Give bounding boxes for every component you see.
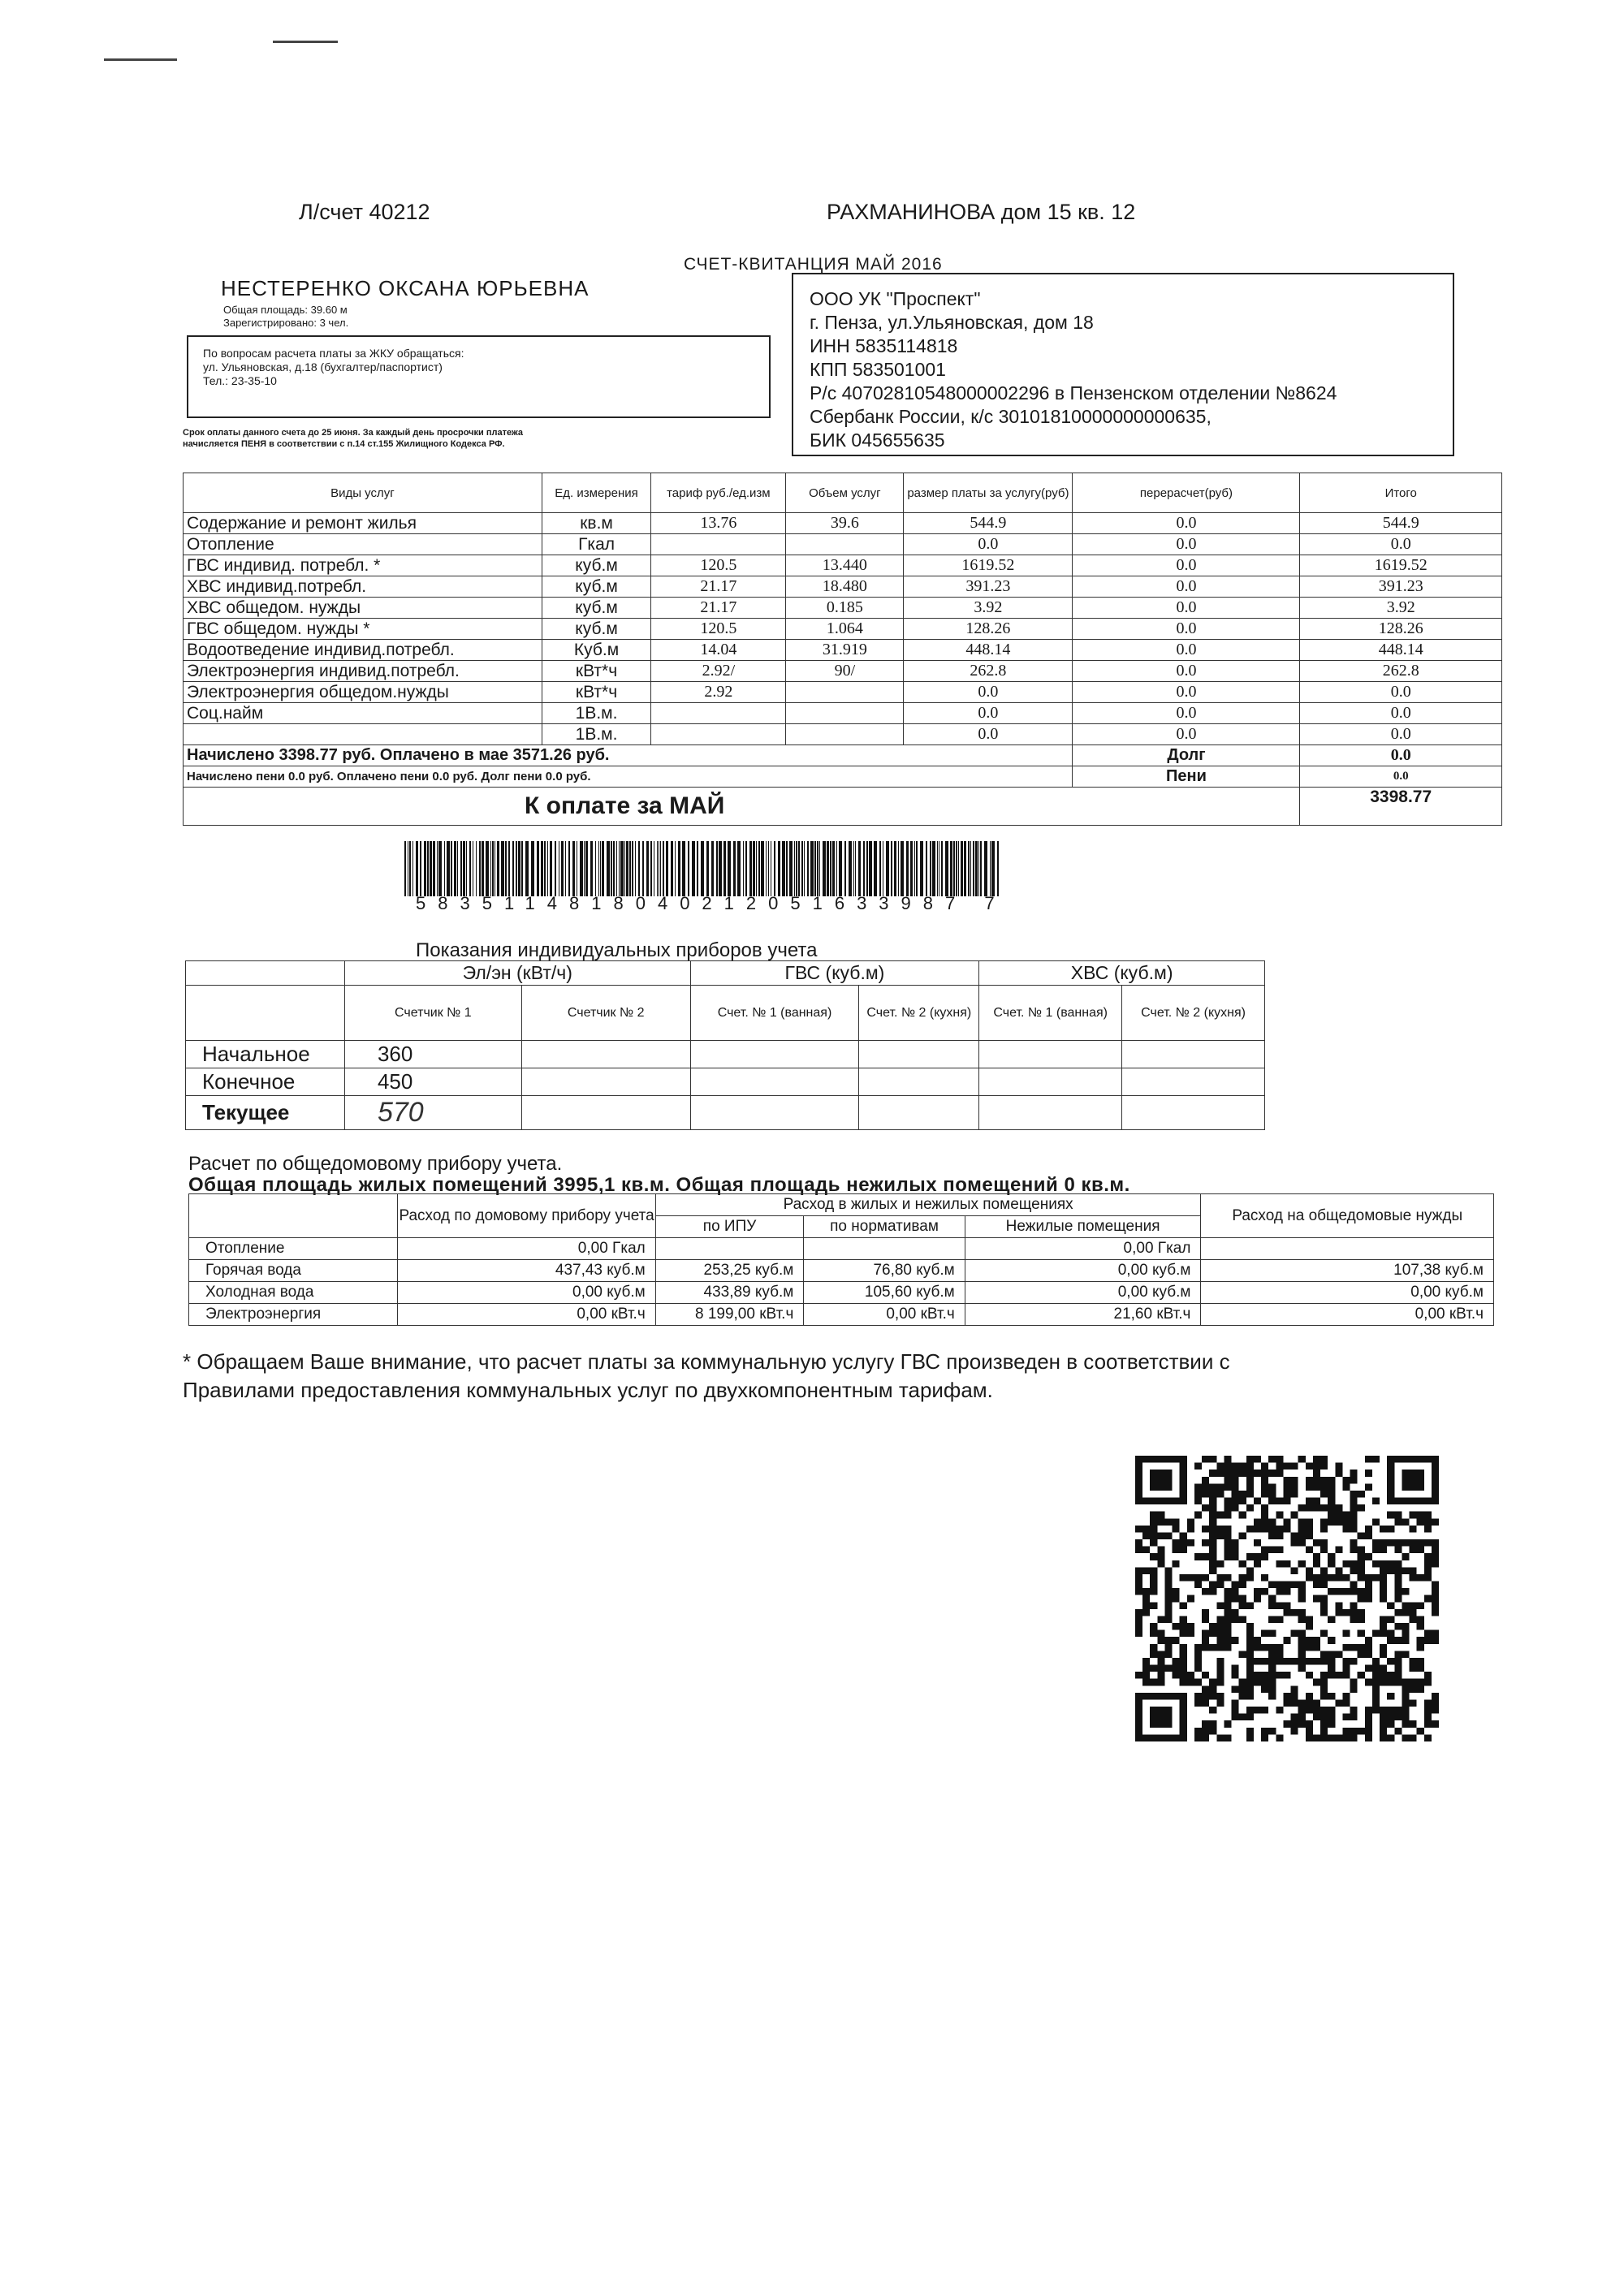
house-resource: Отопление: [189, 1238, 398, 1260]
col-el-meter-1: Счетчик № 1: [344, 986, 521, 1041]
header-tariff: тариф руб./ед.изм: [651, 473, 786, 513]
col-hot-meter-2: Счет. № 2 (кухня): [859, 986, 979, 1041]
service-amount: 544.9: [904, 513, 1073, 534]
service-name: ХВС общедом. нужды: [184, 598, 542, 619]
owner-registered: Зарегистрировано: 3 чел.: [223, 317, 349, 329]
deadline-line-2: начисляется ПЕНЯ в соответствии с п.14 ст.155 Жилищного Кодекса РФ.: [183, 439, 505, 449]
header-amount: размер платы за услугу(руб): [904, 473, 1073, 513]
service-unit: куб.м: [542, 555, 651, 576]
service-total: 0.0: [1300, 682, 1502, 703]
service-volume: 90/: [786, 661, 904, 682]
group-electricity: Эл/эн (кВт/ч): [344, 961, 690, 986]
to-pay-label: К оплате за МАЙ: [184, 788, 1300, 826]
house-norm-value: 76,80 куб.м: [804, 1260, 965, 1282]
service-unit: кв.м: [542, 513, 651, 534]
service-amount: 262.8: [904, 661, 1073, 682]
service-name: ГВС общедом. нужды *: [184, 619, 542, 640]
service-recalc: 0.0: [1073, 682, 1300, 703]
company-details: [792, 273, 1454, 456]
reading-row-initial: [186, 1041, 1265, 1068]
contact-line-3: Тел.: 23-35-10: [203, 374, 277, 387]
service-recalc: 0.0: [1073, 534, 1300, 555]
service-row: [184, 598, 1502, 619]
contact-line-2: ул. Ульяновская, д.18 (бухгалтер/паспортист): [203, 360, 443, 373]
readings-table: [185, 960, 1265, 1130]
service-row: [184, 513, 1502, 534]
service-recalc: 0.0: [1073, 619, 1300, 640]
service-amount: 0.0: [904, 724, 1073, 745]
service-unit: Куб.м: [542, 640, 651, 661]
service-volume: [786, 534, 904, 555]
document-title: СЧЕТ-КВИТАНЦИЯ МАЙ 2016: [684, 255, 943, 274]
company-inn: ИНН 5835114818: [810, 335, 958, 356]
service-recalc: 0.0: [1073, 513, 1300, 534]
service-row: [184, 661, 1502, 682]
service-row: [184, 576, 1502, 598]
services-table: [183, 473, 1502, 826]
group-hot-water: ГВС (куб.м): [690, 961, 979, 986]
house-norm-value: 0,00 кВт.ч: [804, 1304, 965, 1326]
service-total: 544.9: [1300, 513, 1502, 534]
service-total: 262.8: [1300, 661, 1502, 682]
house-row: [189, 1282, 1494, 1304]
house-meter-value: 0,00 куб.м: [398, 1282, 655, 1304]
reading-label: Начальное: [186, 1041, 345, 1068]
company-bank: Сбербанк России, к/с 30101810000000000635,: [810, 406, 1212, 427]
service-volume: [786, 703, 904, 724]
service-volume: 0.185: [786, 598, 904, 619]
reading-row-current: [186, 1096, 1265, 1130]
notice-line-2: Правилами предоставления коммунальных услуг по двухкомпонентным тарифам.: [183, 1378, 993, 1402]
readings-column-row: [186, 986, 1265, 1041]
house-common-value: 0,00 кВт.ч: [1201, 1304, 1494, 1326]
service-name: ХВС индивид.потребл.: [184, 576, 542, 598]
service-recalc: 0.0: [1073, 640, 1300, 661]
group-cold-water: ХВС (куб.м): [979, 961, 1265, 986]
payment-deadline: [183, 427, 702, 450]
service-row: [184, 619, 1502, 640]
service-amount: 448.14: [904, 640, 1073, 661]
debt-label: Долг: [1073, 745, 1300, 766]
col-cold-meter-2: Счет. № 2 (кухня): [1122, 986, 1265, 1041]
house-ipu-value: 253,25 куб.м: [655, 1260, 804, 1282]
service-volume: 18.480: [786, 576, 904, 598]
to-pay-value: 3398.77: [1300, 788, 1502, 826]
service-recalc: 0.0: [1073, 703, 1300, 724]
service-total: 448.14: [1300, 640, 1502, 661]
service-total: 128.26: [1300, 619, 1502, 640]
company-kpp: КПП 583501001: [810, 359, 946, 380]
service-name: [184, 724, 542, 745]
charged-line: Начислено 3398.77 руб. Оплачено в мае 3571.26 руб.: [184, 745, 1073, 766]
scan-artifact-top: [273, 41, 338, 43]
header-volume: Объем услуг: [786, 473, 904, 513]
reading-value-handwritten: 570: [344, 1096, 521, 1130]
reading-label: Конечное: [186, 1068, 345, 1096]
house-resource: Электроэнергия: [189, 1304, 398, 1326]
service-unit: кВт*ч: [542, 661, 651, 682]
reading-value: 360: [344, 1041, 521, 1068]
service-unit: 1В.м.: [542, 724, 651, 745]
house-resource: Холодная вода: [189, 1282, 398, 1304]
service-tariff: [651, 703, 786, 724]
scan-artifact-top-left: [104, 58, 177, 61]
notice-line-1: * Обращаем Ваше внимание, что расчет платы за коммунальную услугу ГВС произведен в соответствии с: [183, 1349, 1230, 1374]
service-tariff: 120.5: [651, 555, 786, 576]
service-amount: 0.0: [904, 534, 1073, 555]
readings-group-row: [186, 961, 1265, 986]
house-row: [189, 1304, 1494, 1326]
header-ipu: по ИПУ: [655, 1216, 804, 1238]
service-tariff: [651, 534, 786, 555]
service-name: Электроэнергия индивид.потребл.: [184, 661, 542, 682]
house-ipu-value: 8 199,00 кВт.ч: [655, 1304, 804, 1326]
contact-line-1: По вопросам расчета платы за ЖКУ обращаться:: [203, 347, 464, 360]
service-unit: Гкал: [542, 534, 651, 555]
service-recalc: 0.0: [1073, 724, 1300, 745]
service-unit: кВт*ч: [542, 682, 651, 703]
service-recalc: 0.0: [1073, 661, 1300, 682]
service-volume: [786, 724, 904, 745]
service-tariff: 2.92/: [651, 661, 786, 682]
service-amount: 3.92: [904, 598, 1073, 619]
service-name: Соц.найм: [184, 703, 542, 724]
service-amount: 1619.52: [904, 555, 1073, 576]
house-common-value: [1201, 1238, 1494, 1260]
barcode-icon: [404, 841, 999, 896]
services-header-row: [184, 473, 1502, 513]
service-tariff: 21.17: [651, 576, 786, 598]
service-name: Содержание и ремонт жилья: [184, 513, 542, 534]
service-total: 1619.52: [1300, 555, 1502, 576]
property-address: РАХМАНИНОВА дом 15 кв. 12: [827, 200, 1136, 224]
company-name: ООО УК "Проспект": [810, 288, 981, 309]
header-service: Виды услуг: [184, 473, 542, 513]
owner-name: НЕСТЕРЕНКО ОКСАНА ЮРЬЕВНА: [221, 276, 590, 300]
service-amount: 0.0: [904, 682, 1073, 703]
service-row: [184, 682, 1502, 703]
service-volume: 31.919: [786, 640, 904, 661]
house-nonres-value: 0,00 Гкал: [965, 1238, 1201, 1260]
service-tariff: 2.92: [651, 682, 786, 703]
service-total: 391.23: [1300, 576, 1502, 598]
charged-row: [184, 745, 1502, 766]
barcode-number: 5835114818040212051633987 7: [416, 893, 1007, 913]
header-norm: по нормативам: [804, 1216, 965, 1238]
debt-value: 0.0: [1300, 745, 1502, 766]
service-total: 0.0: [1300, 534, 1502, 555]
house-common-value: 0,00 куб.м: [1201, 1282, 1494, 1304]
readings-title: Показания индивидуальных приборов учета: [416, 939, 818, 961]
service-unit: 1В.м.: [542, 703, 651, 724]
service-row: [184, 555, 1502, 576]
company-address: г. Пенза, ул.Ульяновская, дом 18: [810, 312, 1094, 333]
header-residential: Расход в жилых и нежилых помещениях: [655, 1194, 1201, 1216]
house-resource: Горячая вода: [189, 1260, 398, 1282]
house-row: [189, 1238, 1494, 1260]
service-amount: 128.26: [904, 619, 1073, 640]
house-meter-table: [188, 1193, 1494, 1326]
service-row: [184, 724, 1502, 745]
service-total: 0.0: [1300, 703, 1502, 724]
company-bik: БИК 045655635: [810, 429, 945, 451]
house-meter-value: 0,00 Гкал: [398, 1238, 655, 1260]
header-house-meter: Расход по домовому прибору учета: [398, 1194, 655, 1238]
house-ipu-value: [655, 1238, 804, 1260]
house-norm-value: 105,60 куб.м: [804, 1282, 965, 1304]
service-tariff: [651, 724, 786, 745]
service-row: [184, 703, 1502, 724]
service-volume: 1.064: [786, 619, 904, 640]
peni-row: [184, 766, 1502, 788]
account-number: Л/счет 40212: [299, 200, 430, 224]
service-tariff: 13.76: [651, 513, 786, 534]
col-el-meter-2: Счетчик № 2: [521, 986, 690, 1041]
house-nonres-value: 21,60 кВт.ч: [965, 1304, 1201, 1326]
service-name: ГВС индивид. потребл. *: [184, 555, 542, 576]
header-nonresidential: Нежилые помещения: [965, 1216, 1201, 1238]
notice: [183, 1348, 1482, 1405]
to-pay-row: [184, 788, 1502, 826]
peni-label: Пени: [1073, 766, 1300, 788]
company-account: Р/с 40702810548000002296 в Пензенском отделении №8624: [810, 382, 1337, 404]
service-amount: 0.0: [904, 703, 1073, 724]
service-row: [184, 534, 1502, 555]
house-row: [189, 1260, 1494, 1282]
service-unit: куб.м: [542, 619, 651, 640]
house-meter-title: Расчет по общедомовому прибору учета.: [188, 1153, 563, 1175]
service-volume: 13.440: [786, 555, 904, 576]
service-name: Электроэнергия общедом.нужды: [184, 682, 542, 703]
col-cold-meter-1: Счет. № 1 (ванная): [979, 986, 1122, 1041]
header-common-needs: Расход на общедомовые нужды: [1201, 1194, 1494, 1238]
reading-value: 450: [344, 1068, 521, 1096]
contact-box: [187, 335, 771, 418]
house-norm-value: [804, 1238, 965, 1260]
peni-line: Начислено пени 0.0 руб. Оплачено пени 0.0 руб. Долг пени 0.0 руб.: [184, 766, 1073, 788]
deadline-line-1: Срок оплаты данного счета до 25 июня. За каждый день просрочки платежа: [183, 428, 524, 438]
service-unit: куб.м: [542, 598, 651, 619]
house-nonres-value: 0,00 куб.м: [965, 1282, 1201, 1304]
service-recalc: 0.0: [1073, 598, 1300, 619]
header-total: Итого: [1300, 473, 1502, 513]
house-meter-value: 437,43 куб.м: [398, 1260, 655, 1282]
service-recalc: 0.0: [1073, 555, 1300, 576]
service-volume: 39.6: [786, 513, 904, 534]
header-recalc: перерасчет(руб): [1073, 473, 1300, 513]
house-ipu-value: 433,89 куб.м: [655, 1282, 804, 1304]
reading-label: Текущее: [186, 1096, 345, 1130]
service-volume: [786, 682, 904, 703]
service-tariff: 21.17: [651, 598, 786, 619]
owner-area: Общая площадь: 39.60 м: [223, 304, 348, 316]
reading-row-final: [186, 1068, 1265, 1096]
col-hot-meter-1: Счет. № 1 (ванная): [690, 986, 859, 1041]
service-row: [184, 640, 1502, 661]
service-recalc: 0.0: [1073, 576, 1300, 598]
house-nonres-value: 0,00 куб.м: [965, 1260, 1201, 1282]
service-name: Водоотведение индивид.потребл.: [184, 640, 542, 661]
peni-value: 0.0: [1300, 766, 1502, 788]
qr-code-icon: [1135, 1456, 1439, 1741]
service-total: 3.92: [1300, 598, 1502, 619]
house-header-row-1: [189, 1194, 1494, 1216]
service-tariff: 14.04: [651, 640, 786, 661]
house-area-summary: Общая площадь жилых помещений 3995,1 кв.м. Общая площадь нежилых помещений 0 кв.м.: [188, 1174, 1130, 1196]
house-meter-value: 0,00 кВт.ч: [398, 1304, 655, 1326]
service-tariff: 120.5: [651, 619, 786, 640]
service-name: Отопление: [184, 534, 542, 555]
service-amount: 391.23: [904, 576, 1073, 598]
service-total: 0.0: [1300, 724, 1502, 745]
header-unit: Ед. измерения: [542, 473, 651, 513]
service-unit: куб.м: [542, 576, 651, 598]
house-common-value: 107,38 куб.м: [1201, 1260, 1494, 1282]
